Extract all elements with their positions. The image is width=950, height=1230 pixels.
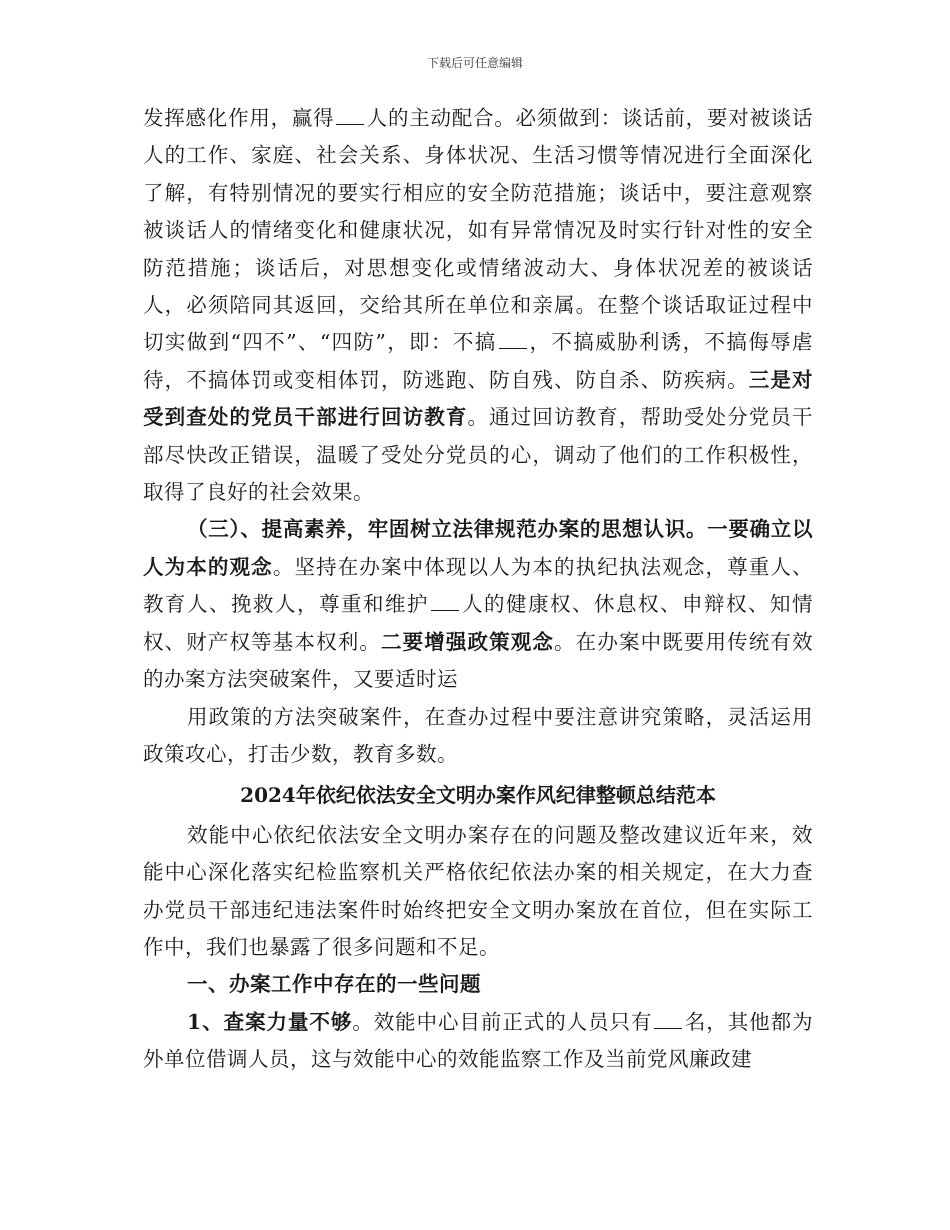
paragraph-intro: 效能中心依纪依法安全文明办案存在的问题及整改建议近年来，效能中心深化落实纪检监察机关严格依纪依法办案的相关规定，在大力查办党员干部违纪违法案件时始终把安全文明办案放在首位，但在实际工作中，我们也暴露了很多问题和不足。: [143, 822, 813, 959]
paragraph-improve-quality: [143, 511, 813, 698]
fill-blank: [336, 108, 364, 125]
text-run: 。通过回访教育，帮助受处分党员干部尽快改正错误，温暖了受处分党员的心，调动了他们的工作积极性，取得了良好的社会效果。: [143, 405, 813, 505]
bold-heading-run: 二要增强政策观念: [380, 629, 555, 654]
paragraph-talk-safety: [143, 100, 813, 511]
fill-blank: [499, 332, 527, 349]
text-run: 。效能中心目前正式的人员只有: [352, 1009, 653, 1034]
text-run: 人的主动配合。必须做到：谈话前，要对被谈话人的工作、家庭、社会关系、身体状况、生活习惯等情况进行全面深化了解，有特别情况的要实行相应的安全防范措施；谈话中，要注意观察被谈话人的情绪变化和健康状况，如有异常情况及时实行针对性的安全防范措施；谈话后，对思想变化或情绪波动大、身体状况差的被谈话人，必须陪同其返回，交给其所在单位和亲属。在整个谈话取证过程中切实做到“四不”、“四防”，即：不搞: [143, 106, 814, 355]
text-run: ，不搞威胁利诱，不搞侮辱虐待，不搞体罚或变相体罚，防逃跑、防自残、防自杀、防疾病。: [143, 330, 814, 392]
section-title: 2024年依纪依法安全文明办案作风纪律整顿总结范本: [240, 783, 716, 808]
fill-blank: [431, 594, 459, 611]
text-run: 。在办案中既要用传统有效的办案方法突破案件，又要适时运: [143, 629, 814, 692]
fill-blank: [654, 1012, 682, 1029]
page-header: 下载后可任意编辑: [426, 56, 523, 70]
text-run: 人的健康权、休息权、申辩权、知情权、财产权等基本权利。: [143, 592, 813, 654]
bold-heading-run: 1、查案力量不够: [187, 1009, 353, 1034]
text-run: 发挥感化作用，赢得: [143, 106, 335, 130]
paragraph-policy-method: 用政策的方法突破案件，在查办过程中要注意讲究策略，灵活运用政策攻心，打击少数，教育多数。: [143, 704, 813, 766]
section-heading-problems: 一、办案工作中存在的一些问题: [187, 972, 481, 997]
document-body: [143, 100, 813, 1079]
text-run: 。坚持在办案中体现以人为本的执纪执法观念，尊重人、教育人、挽救人，尊重和维护: [143, 554, 814, 617]
text-run: 名，其他都为外单位借调人员，这与效能中心的效能监察工作及当前党风廉政建: [143, 1009, 814, 1072]
bold-heading-run: （三）、提高素养，牢固树立法律规范办案的思想认识。一要确立以人为本的观念: [143, 517, 813, 579]
bold-heading-run: 三是对受到查处的党员干部进行回访教育: [143, 367, 814, 430]
paragraph-staffing: [143, 1004, 813, 1079]
